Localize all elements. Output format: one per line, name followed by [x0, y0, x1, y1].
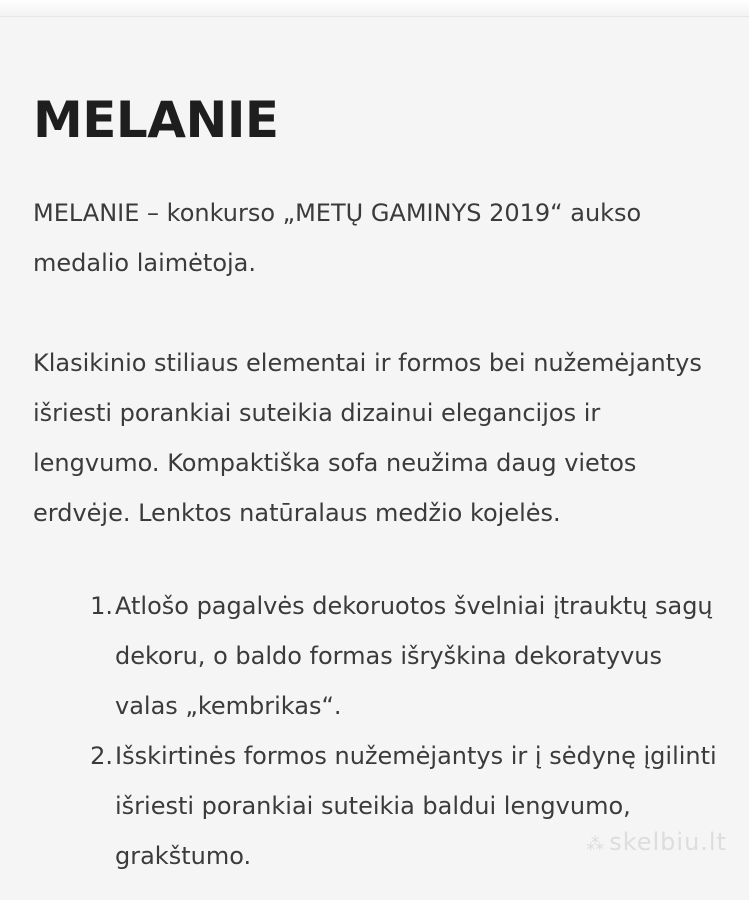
product-title: MELANIE: [33, 91, 279, 149]
feature-number: 1.: [90, 592, 113, 620]
watermark: [586, 828, 727, 856]
feature-text: Išskirtinės formos nužemėjantys ir į sėdynę įgilinti išriesti porankiai suteikia baldui lengvumo, grakštumo.: [115, 742, 717, 870]
feature-item: [33, 581, 723, 731]
watermark-text: skelbiu.lt: [609, 828, 727, 856]
description-paragraph: Klasikinio stiliaus elementai ir formos bei nužemėjantys išriesti porankiai suteikia dizainui elegancijos ir lengvumo. Kompaktiška sofa neužima daug vietos erdvėje. Lenktos natūralaus medžio kojelės.: [33, 349, 702, 527]
award-paragraph: MELANIE – konkurso „METŲ GAMINYS 2019“ aukso medalio laimėtoja.: [33, 199, 642, 277]
feature-item: [33, 731, 723, 881]
watermark-logo-icon: ⁂: [586, 834, 606, 855]
top-shade: [0, 0, 749, 17]
feature-text: Atlošo pagalvės dekoruotos švelniai įtrauktų sagų dekoru, o baldo formas išryškina dekoratyvus valas „kembrikas“.: [115, 592, 713, 720]
product-description: [33, 80, 723, 881]
feature-number: 2.: [90, 742, 113, 770]
